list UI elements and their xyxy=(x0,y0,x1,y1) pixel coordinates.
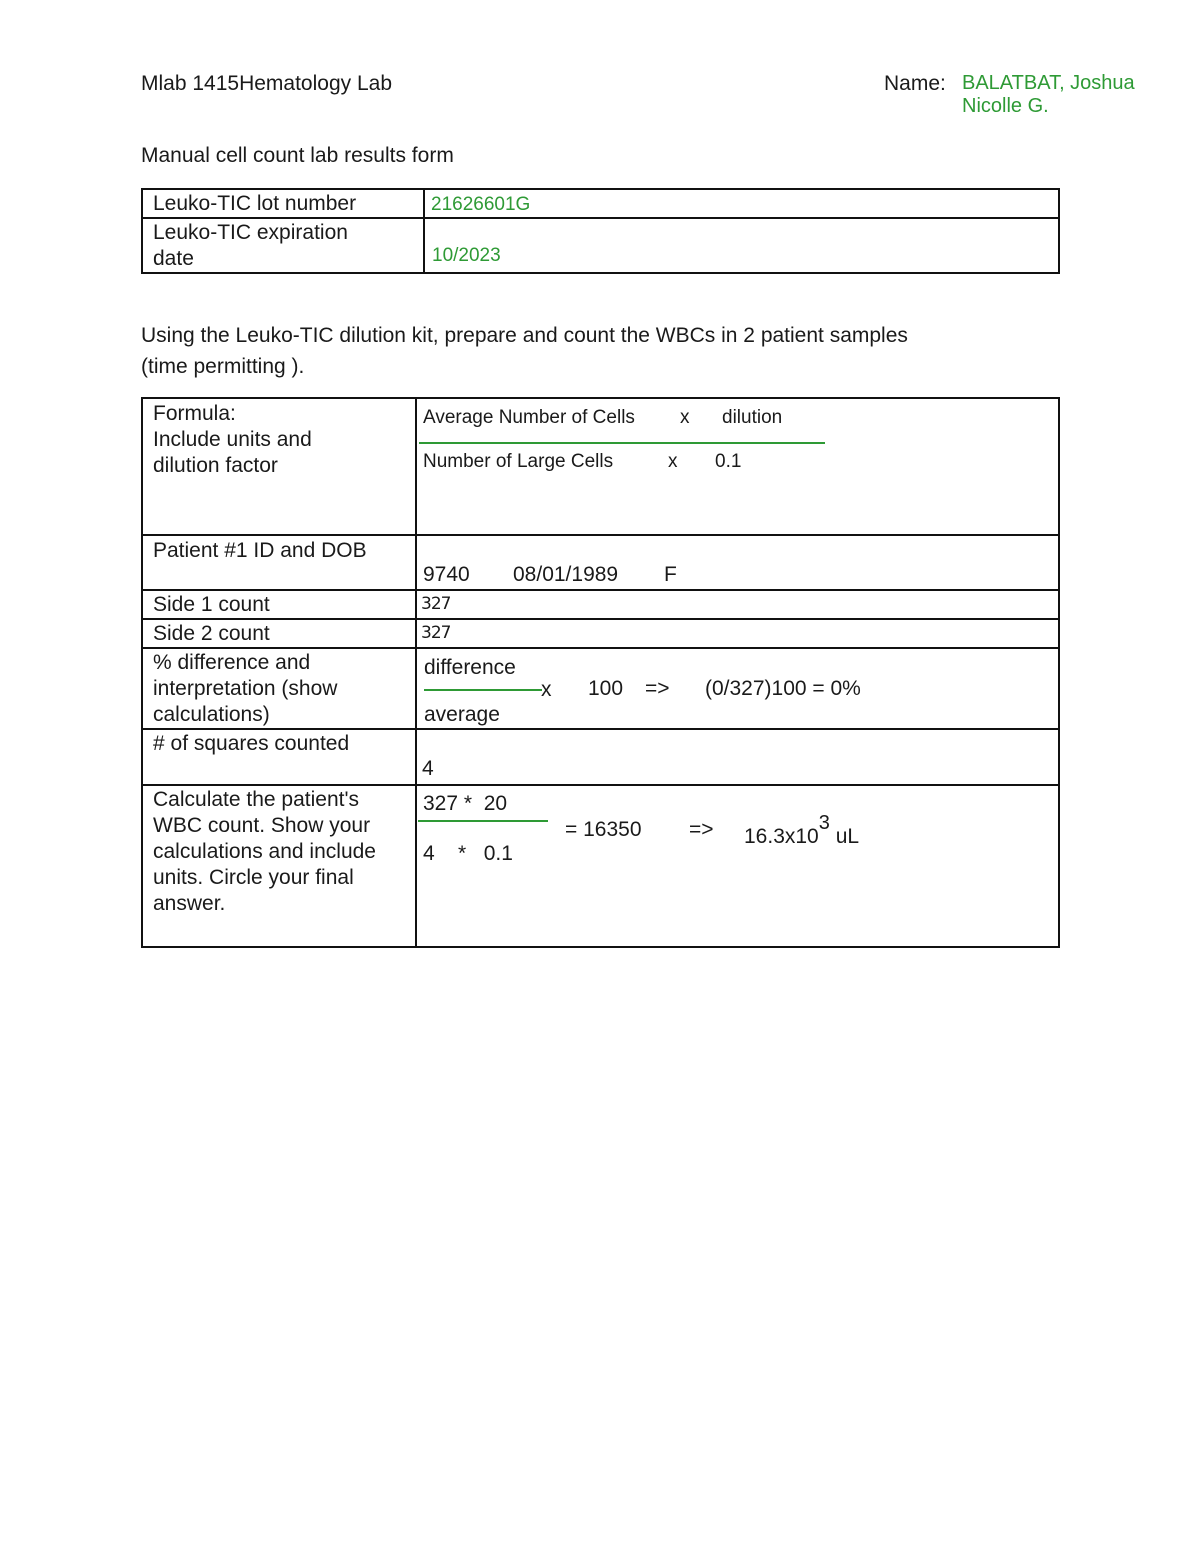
side2-label: Side 2 count xyxy=(153,622,270,645)
kit-lot-label-cell xyxy=(142,189,424,218)
side2-value: 327 xyxy=(421,623,451,643)
squares-label-cell xyxy=(142,729,416,785)
side1-row xyxy=(142,590,1059,619)
difference-label-line3: calculations) xyxy=(153,703,270,726)
wbc-label xyxy=(143,786,415,917)
squares-label: # of squares counted xyxy=(153,732,350,755)
kit-exp-label-cell xyxy=(142,218,424,273)
difference-label-line2: interpretation (show xyxy=(153,677,338,700)
side1-value-cell xyxy=(416,590,1059,619)
wbc-label-line5: answer. xyxy=(153,892,226,915)
kit-exp-label-line2: date xyxy=(153,247,194,270)
kit-lot-label: Leuko-TIC lot number xyxy=(153,192,357,215)
formula-numerator-text: Average Number of Cells xyxy=(423,407,635,428)
difference-row xyxy=(142,648,1059,729)
side2-value-cell xyxy=(416,619,1059,648)
wbc-denominator: 4 * 0.1 xyxy=(423,842,513,865)
formula-label-cell xyxy=(142,398,416,535)
kit-exp-row xyxy=(142,218,1059,273)
wbc-label-line2: WBC count. Show your xyxy=(153,814,371,837)
patient-sex: F xyxy=(664,563,677,586)
formula-numerator-op: x xyxy=(680,407,690,428)
form-subtitle: Manual cell count lab results form xyxy=(141,144,454,167)
formula-label-line1: Formula: xyxy=(153,402,236,425)
formula-row xyxy=(142,398,1059,535)
results-table xyxy=(141,397,1060,948)
difference-factor: 100 xyxy=(588,677,624,700)
student-name-line1: BALATBAT, Joshua xyxy=(962,72,1135,94)
kit-lot-value: 21626601G xyxy=(431,194,531,215)
wbc-numerator: 327 * 20 xyxy=(423,792,508,815)
squares-row xyxy=(142,729,1059,785)
patient-id: 9740 xyxy=(423,563,470,586)
side1-label: Side 1 count xyxy=(153,593,270,616)
wbc-result-unit: uL xyxy=(835,825,860,848)
patient-dob: 08/01/1989 xyxy=(513,563,619,586)
difference-arrow: => xyxy=(645,677,670,700)
course-title: Mlab 1415Hematology Lab xyxy=(141,72,392,95)
side1-label-cell xyxy=(142,590,416,619)
kit-exp-value-cell xyxy=(424,218,1059,273)
difference-numerator: difference xyxy=(424,656,516,679)
wbc-label-line3: calculations and include xyxy=(153,840,376,863)
side2-row xyxy=(142,619,1059,648)
wbc-label-cell xyxy=(142,785,416,947)
wbc-fraction-line xyxy=(418,820,548,822)
instructions-line1: Using the Leuko-TIC dilution kit, prepare and count the WBCs in 2 patient samples xyxy=(141,324,908,347)
side2-label-cell xyxy=(142,619,416,648)
difference-result: (0/327)100 = 0% xyxy=(705,677,861,700)
formula-label-line3: dilution factor xyxy=(153,454,278,477)
wbc-result-exponent: 3 xyxy=(818,812,830,834)
kit-exp-label xyxy=(143,219,423,272)
formula-value-cell xyxy=(416,398,1059,535)
student-name xyxy=(962,72,1135,118)
wbc-label-line1: Calculate the patient's xyxy=(153,788,359,811)
difference-label xyxy=(143,649,415,728)
difference-value-cell xyxy=(416,648,1059,729)
name-label: Name: xyxy=(884,72,946,95)
formula-fraction-line xyxy=(419,442,825,444)
student-name-line2: Nicolle G. xyxy=(962,95,1049,117)
patient-value-cell xyxy=(416,535,1059,590)
kit-lot-row xyxy=(142,189,1059,218)
formula-label xyxy=(143,399,415,479)
wbc-result xyxy=(744,812,860,849)
kit-exp-label-line1: Leuko-TIC expiration xyxy=(153,221,348,244)
formula-denominator-factor: 0.1 xyxy=(715,451,742,472)
formula-denominator-op: x xyxy=(668,451,678,472)
patient-label: Patient #1 ID and DOB xyxy=(153,539,367,562)
kit-lot-value-cell xyxy=(424,189,1059,218)
patient-row xyxy=(142,535,1059,590)
wbc-row xyxy=(142,785,1059,947)
difference-label-line1: % difference and xyxy=(153,651,311,674)
formula-label-line2: Include units and xyxy=(153,428,312,451)
difference-label-cell xyxy=(142,648,416,729)
instructions xyxy=(141,320,1041,382)
formula-denominator-text: Number of Large Cells xyxy=(423,451,614,472)
kit-exp-value: 10/2023 xyxy=(432,245,501,266)
side1-value: 327 xyxy=(421,594,451,614)
wbc-label-line4: units. Circle your final xyxy=(153,866,354,889)
patient-label-cell xyxy=(142,535,416,590)
squares-value: 4 xyxy=(422,757,434,780)
instructions-line2: (time permitting ). xyxy=(141,355,305,378)
difference-fraction-line xyxy=(424,689,542,691)
difference-op: x xyxy=(541,678,552,701)
wbc-value-cell xyxy=(416,785,1059,947)
wbc-result-base: 16.3x10 xyxy=(744,825,819,848)
difference-denominator: average xyxy=(424,703,500,726)
squares-value-cell xyxy=(416,729,1059,785)
wbc-arrow: => xyxy=(689,818,714,841)
wbc-equals: = 16350 xyxy=(565,818,642,841)
kit-table xyxy=(141,188,1060,274)
formula-numerator-factor: dilution xyxy=(722,407,783,428)
